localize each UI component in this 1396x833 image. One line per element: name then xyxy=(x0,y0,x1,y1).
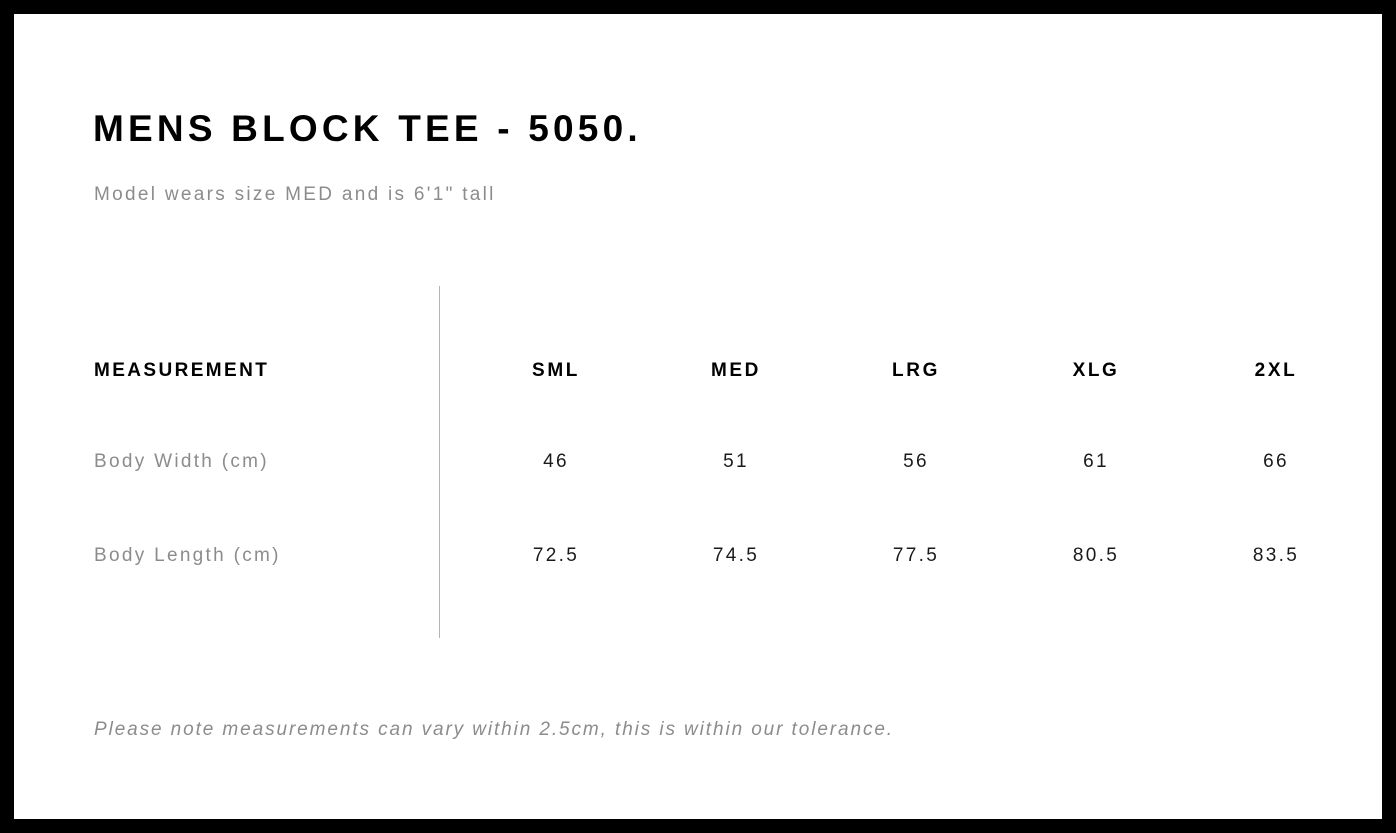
cell-body-length-lrg: 77.5 xyxy=(892,545,940,566)
column-header-med: MED xyxy=(710,360,762,381)
cell-body-length-xlg: 80.5 xyxy=(1072,545,1120,566)
table-row xyxy=(14,442,1382,482)
page-title: MENS BLOCK TEE - 5050. xyxy=(93,108,642,149)
column-header-2xl: 2XL xyxy=(1254,360,1298,381)
cell-body-length-sml: 72.5 xyxy=(532,545,580,566)
cell-body-width-lrg: 56 xyxy=(903,451,929,472)
row-label-body-length: Body Length (cm) xyxy=(94,545,281,566)
model-note: Model wears size MED and is 6'1" tall xyxy=(94,184,496,205)
table-header-row xyxy=(14,351,1382,391)
cell-body-width-sml: 46 xyxy=(543,451,569,472)
column-header-lrg: LRG xyxy=(892,360,940,381)
size-chart-page xyxy=(14,14,1382,819)
cell-body-width-2xl: 66 xyxy=(1263,451,1289,472)
column-header-xlg: XLG xyxy=(1072,360,1120,381)
tolerance-note: Please note measurements can vary within 2.5cm, this is within our tolerance. xyxy=(94,719,894,740)
row-label-body-width: Body Width (cm) xyxy=(94,451,269,472)
column-header-sml: SML xyxy=(532,360,580,381)
cell-body-length-med: 74.5 xyxy=(712,545,760,566)
cell-body-width-med: 51 xyxy=(723,451,749,472)
cell-body-length-2xl: 83.5 xyxy=(1252,545,1300,566)
column-header-measurement: MEASUREMENT xyxy=(94,360,270,381)
measurements-table xyxy=(14,14,1382,819)
cell-body-width-xlg: 61 xyxy=(1083,451,1109,472)
table-row xyxy=(14,536,1382,576)
